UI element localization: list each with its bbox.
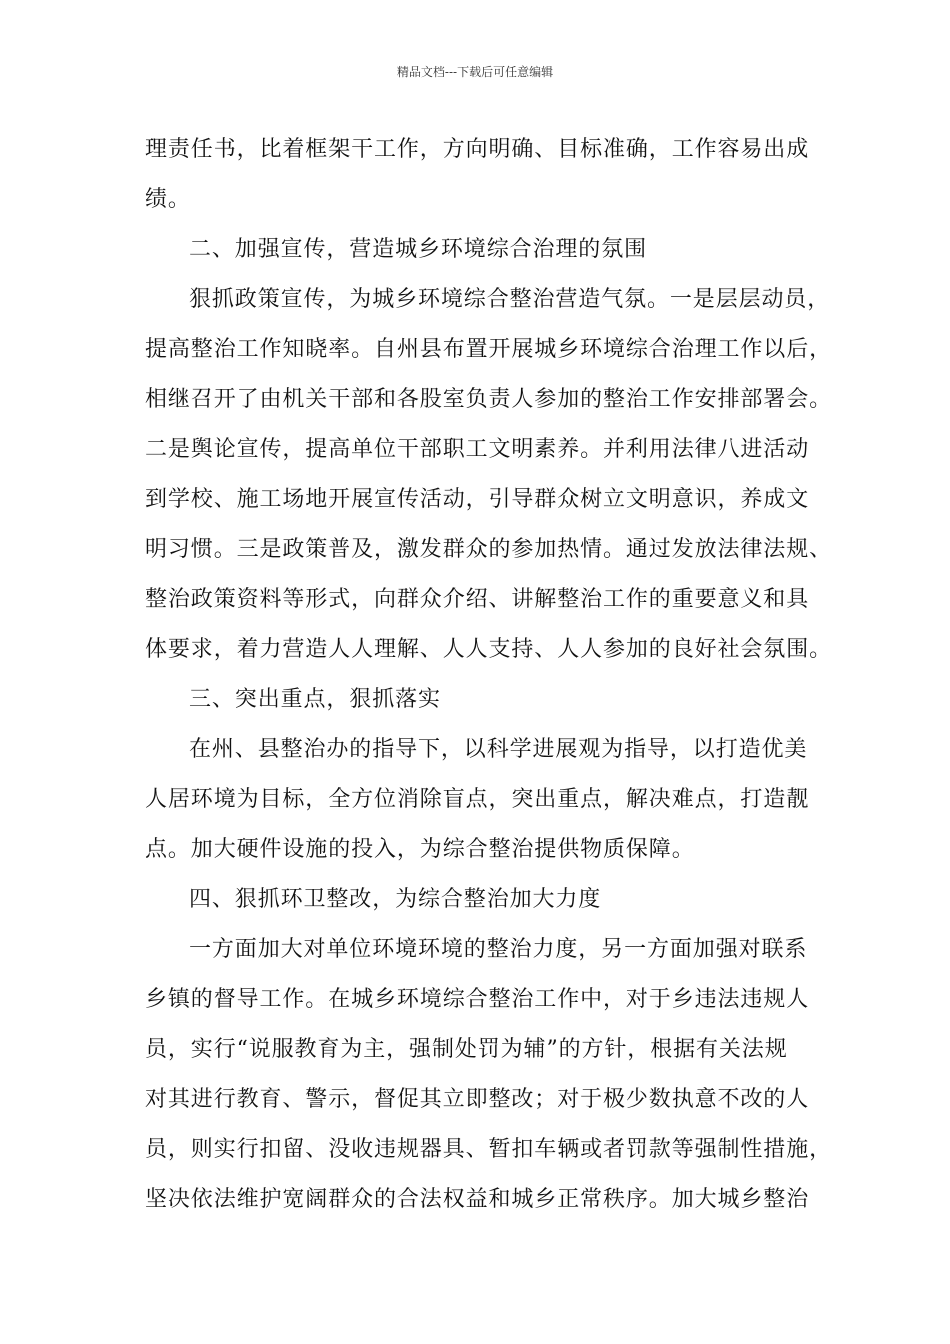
body-line: 在州、县整治办的指导下，以科学进展观为指导，以打造优美 (189, 737, 808, 762)
body-line: 到学校、施工场地开展宣传活动，引导群众树立文明意识，养成文 (145, 487, 810, 512)
body-line: 员，则实行扣留、没收违规器具、暂扣车辆或者罚款等强制性措施， (145, 1137, 833, 1162)
body-line: 体要求，着力营造人人理解、人人支持、人人参加的良好社会氛围。 (145, 637, 833, 662)
body-line: 点。加大硬件设施的投入，为综合整治提供物质保障。 (145, 837, 695, 862)
body-line: 理责任书，比着框架干工作，方向明确、目标准确，工作容易出成 (145, 137, 810, 162)
page-header: 精品文档---下载后可任意编辑 (396, 65, 554, 79)
body-line: 二是舆论宣传，提高单位干部职工文明素养。并利用法律八进活动 (145, 437, 810, 462)
body-line: 整治政策资料等形式，向群众介绍、讲解整治工作的重要意义和具 (145, 587, 810, 612)
body-line: 乡镇的督导工作。在城乡环境综合整治工作中，对于乡违法违规人 (145, 987, 810, 1012)
body-line: 提高整治工作知晓率。自州县布置开展城乡环境综合治理工作以后， (145, 337, 833, 362)
body-line: 相继召开了由机关干部和各股室负责人参加的整治工作安排部署会。 (145, 387, 833, 412)
body-line: 明习惯。三是政策普及，激发群众的参加热情。通过发放法律法规、 (145, 537, 833, 562)
body-line: 绩。 (145, 187, 191, 212)
body-line: 狠抓政策宣传，为城乡环境综合整治营造气氛。一是层层动员， (189, 287, 831, 312)
section-heading: 二、加强宣传，营造城乡环境综合治理的氛围 (189, 237, 648, 262)
body-line: 对其进行教育、警示，督促其立即整改；对于极少数执意不改的人 (145, 1087, 810, 1112)
body-line: 人居环境为目标，全方位消除盲点，突出重点，解决难点，打造靓 (145, 787, 810, 812)
body-line: 坚决依法维护宽阔群众的合法权益和城乡正常秩序。加大城乡整治 (145, 1187, 810, 1212)
body-line: 一方面加大对单位环境环境的整治力度，另一方面加强对联系 (189, 937, 808, 962)
body-line: 员，实行“说服教育为主，强制处罚为辅”的方针，根据有关法规 (145, 1037, 788, 1062)
section-heading: 四、狠抓环卫整改，为综合整治加大力度 (189, 887, 602, 912)
section-heading: 三、突出重点，狠抓落实 (189, 687, 441, 712)
